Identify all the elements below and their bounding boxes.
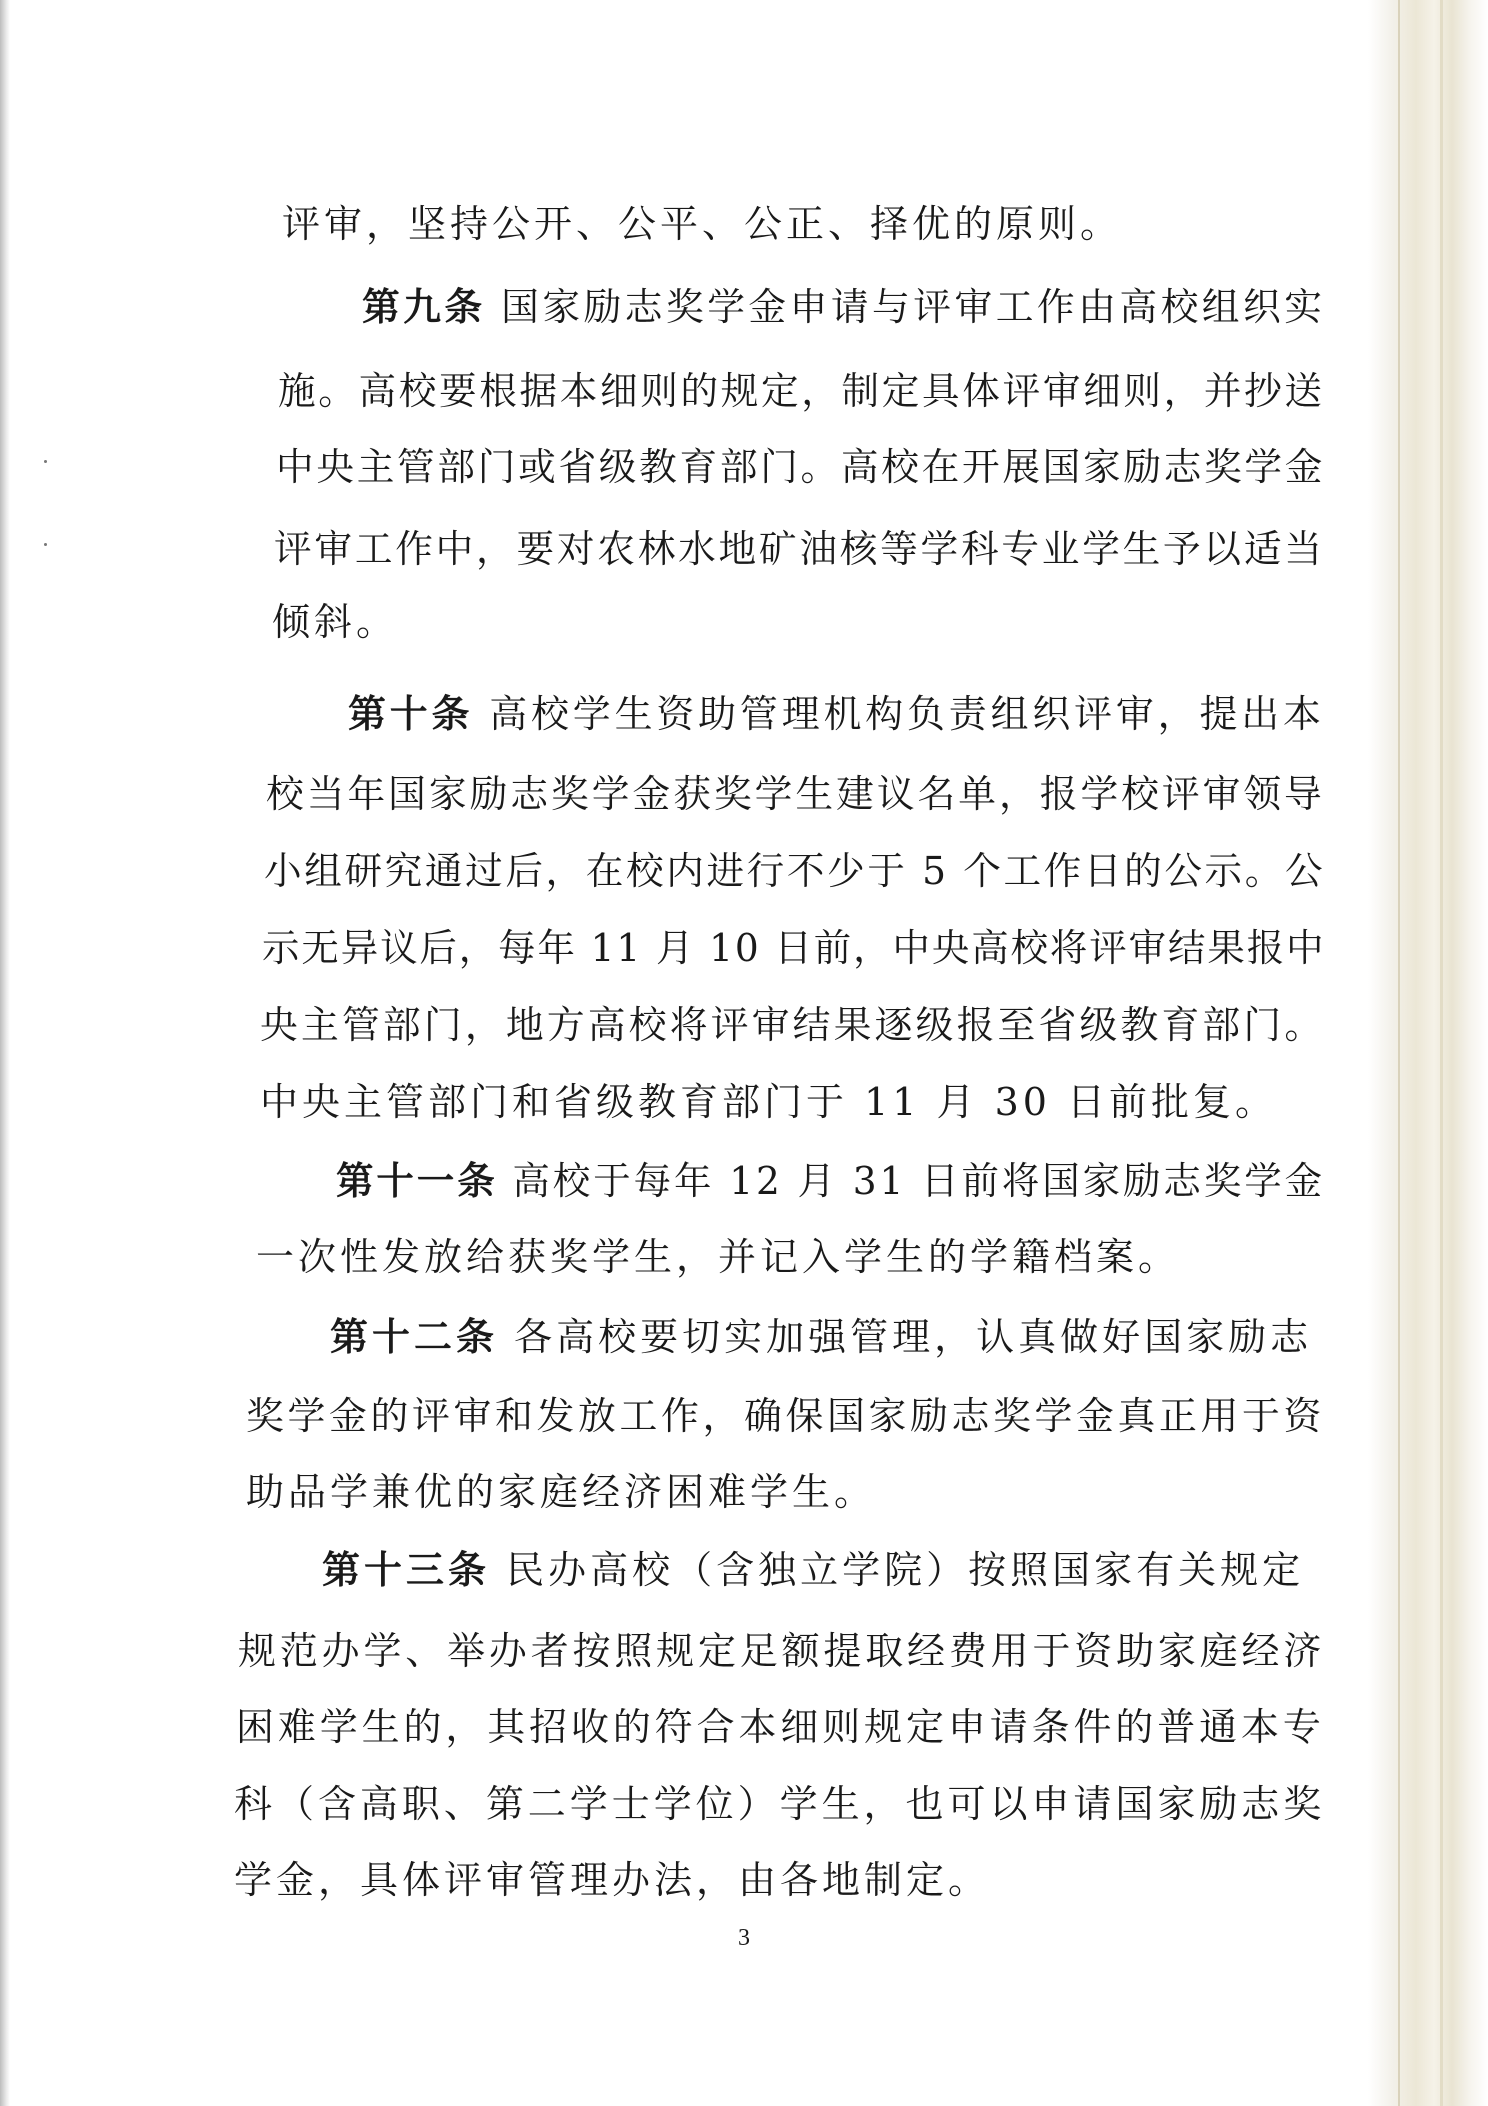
article-9-line: 第九条 国家励志奖学金申请与评审工作由高校组织实 [362,285,1326,329]
article-13-line: 第十三条 民办高校（含独立学院）按照国家有关规定 [322,1548,1305,1592]
text-line: 小组研究通过后，在校内进行不少于 5 个工作日的公示。公 [264,849,1326,893]
article-heading: 第十一条 [336,1159,498,1203]
article-heading: 第十三条 [322,1548,491,1592]
text-line: 奖学金的评审和发放工作，确保国家励志奖学金真正用于资 [246,1394,1326,1438]
text-line: 中央主管部门和省级教育部门于 11 月 30 日前批复。 [260,1080,1278,1124]
text-line: 央主管部门，地方高校将评审结果逐级报至省级教育部门。 [260,1003,1326,1047]
text-line: 中央主管部门或省级教育部门。高校在开展国家励志奖学金 [276,445,1326,489]
text-line: 倾斜。 [272,600,399,644]
text-line: 示无异议后，每年 11 月 10 日前，中央高校将评审结果报中 [262,926,1326,970]
page-number: 3 [738,1925,750,1951]
text-line: 规范办学、举办者按照规定足额提取经费用于资助家庭经济 [238,1629,1326,1673]
article-11-line: 第十一条 高校于每年 12 月 31 日前将国家励志奖学金 [336,1159,1326,1203]
text-line: 科（含高职、第二学士学位）学生，也可以申请国家励志奖 [234,1782,1326,1826]
text-line: 助品学兼优的家庭经济困难学生。 [246,1470,877,1514]
article-10-line: 第十条 高校学生资助管理机构负责组织评审，提出本 [348,692,1325,736]
text-line: 评审工作中，要对农林水地矿油核等学科专业学生予以适当 [274,527,1325,571]
text-line: 困难学生的，其招收的符合本细则规定申请条件的普通本专 [236,1705,1325,1749]
article-12-line: 第十二条 各高校要切实加强管理，认真做好国家励志 [330,1315,1313,1359]
article-heading: 第十二条 [330,1315,499,1359]
article-heading: 第九条 [362,285,486,329]
article-heading: 第十条 [348,692,474,736]
text-line: 评审，坚持公开、公平、公正、择优的原则。 [282,202,1123,246]
text-line: 校当年国家励志奖学金获奖学生建议名单，报学校评审领导 [266,772,1325,816]
text-line: 学金，具体评审管理办法，由各地制定。 [234,1858,991,1902]
text-line: 施。高校要根据本细则的规定，制定具体评审细则，并抄送 [278,369,1325,413]
text-line: 一次性发放给获奖学生，并记入学生的学籍档案。 [256,1235,1181,1279]
